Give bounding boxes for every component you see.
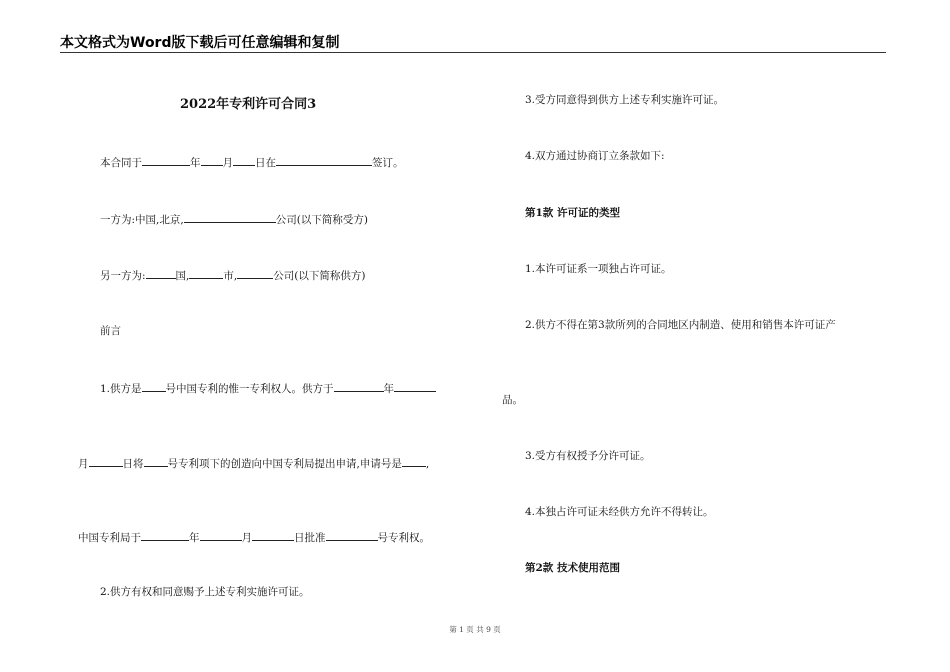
text: 年 <box>190 157 201 169</box>
blank-field <box>142 155 190 166</box>
text: 市, <box>223 270 238 282</box>
recital-1-line-3 <box>78 530 430 545</box>
blank-field <box>334 381 384 392</box>
recital-2: 2.供方有权和同意赐予上述专利实施许可证。 <box>100 586 310 598</box>
party-licensee-line <box>100 212 368 227</box>
recital-4: 4.双方通过协商订立条款如下: <box>525 150 665 162</box>
blank-field <box>200 530 242 541</box>
text: 日批准 <box>294 532 326 544</box>
blank-field <box>142 381 166 392</box>
preface-heading: 前言 <box>100 325 121 337</box>
blank-field <box>237 268 273 279</box>
blank-field <box>201 155 223 166</box>
article-1-heading: 第1款 许可证的类型 <box>525 207 620 219</box>
recital-1-line-1 <box>100 381 436 396</box>
blank-field <box>233 155 255 166</box>
article-1-clause-2: 2.供方不得在第3款所列的合同地区内制造、使用和销售本许可证产 <box>525 319 836 331</box>
banner-divider <box>60 52 886 53</box>
document-title: 2022年专利许可合同3 <box>180 97 317 112</box>
text: 号专利项下的创造向中国专利局提出申请,申请号是 <box>167 458 402 470</box>
text: 1.供方是 <box>100 383 142 395</box>
text: 公司(以下简称受方) <box>275 214 368 226</box>
article-1-clause-2-continued: 品。 <box>502 394 523 406</box>
article-1-clause-3: 3.受方有权授予分许可证。 <box>525 450 651 462</box>
contract-date-line <box>100 155 404 170</box>
text: 号专利权。 <box>377 532 430 544</box>
recital-1-line-2 <box>78 456 429 471</box>
blank-field <box>326 530 378 541</box>
article-2-heading: 第2款 技术使用范围 <box>525 562 620 574</box>
text: 年 <box>189 532 200 544</box>
text: , <box>425 458 430 470</box>
blank-field <box>89 456 123 467</box>
download-banner: 本文格式为Word版下载后可任意编辑和复制 <box>60 35 340 51</box>
text: 月 <box>222 157 233 169</box>
text: 签订。 <box>372 157 404 169</box>
text: 日在 <box>255 157 276 169</box>
blank-field <box>276 155 372 166</box>
article-1-clause-4: 4.本独占许可证未经供方允许不得转让。 <box>525 506 714 518</box>
text: 中国专利局于 <box>78 532 141 544</box>
party-licensor-line <box>100 268 365 283</box>
recital-3: 3.受方同意得到供方上述专利实施许可证。 <box>525 94 725 106</box>
text: 一方为:中国,北京, <box>100 214 184 226</box>
blank-field <box>394 381 436 392</box>
text: 日将 <box>122 458 144 470</box>
text: 年 <box>383 383 395 395</box>
text: 月 <box>241 532 252 544</box>
blank-field <box>189 268 223 279</box>
blank-field <box>402 456 426 467</box>
blank-field <box>144 456 168 467</box>
text: 本合同于 <box>100 157 142 169</box>
text: 月 <box>78 458 89 470</box>
page-number: 第 1 页 共 9 页 <box>449 625 501 634</box>
article-1-clause-1: 1.本许可证系一项独占许可证。 <box>525 263 672 275</box>
blank-field <box>141 530 189 541</box>
text: 公司(以下简称供方) <box>273 270 366 282</box>
text: 国, <box>175 270 190 282</box>
blank-field <box>184 212 276 223</box>
text: 号中国专利的惟一专利权人。供方于 <box>165 383 334 395</box>
blank-field <box>252 530 294 541</box>
text: 另一方为: <box>100 270 146 282</box>
blank-field <box>146 268 176 279</box>
